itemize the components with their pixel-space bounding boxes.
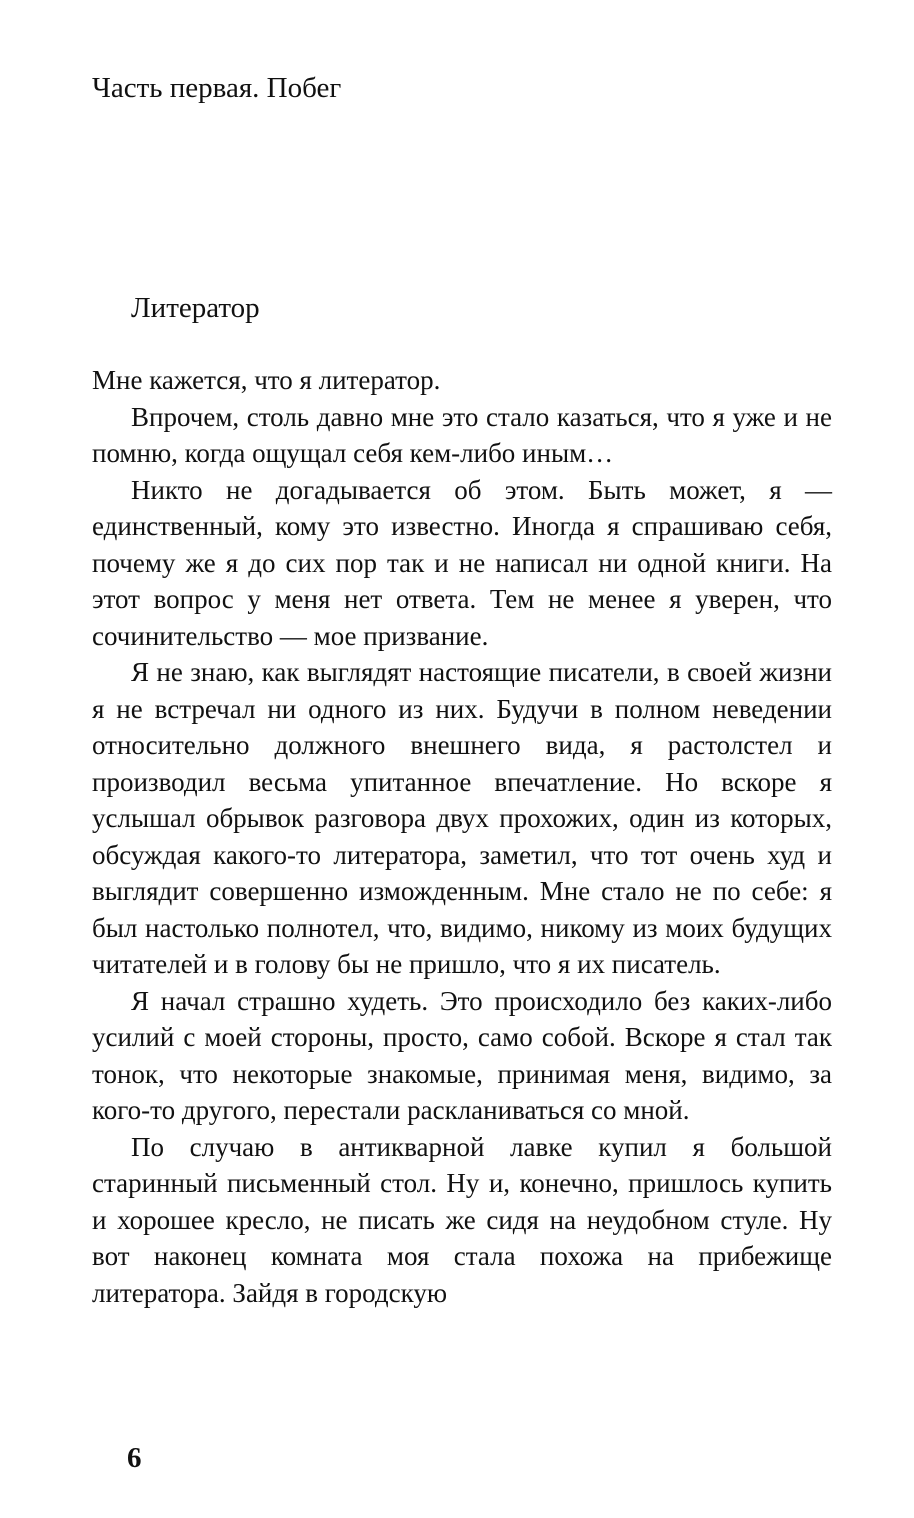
paragraph: Я начал страшно худеть. Это происходило без каких-либо усилий с моей стороны, просто, само собой. Вскоре я стал так тонок, что некоторые знакомые, принимая меня, видимо, за кого-то другого, перестали раскланиваться со мной. <box>92 985 832 1125</box>
paragraph: Я не знаю, как выглядят настоящие писатели, в своей жизни я не встречал ни одного из них. Будучи в полном неведении относительно должного внешнего вида, я растолстел и производил весьма упитанное впечатление. Но вскоре я услышал обрывок разговора двух прохожих, один из которых, обсуждая какого-то литератора, заметил, что тот очень худ и выглядит совершенно изможденным. Мне стало не по себе: я был настолько полнотел, что, видимо, никому из моих будущих читателей и в голову бы не пришло, что я их писатель. <box>92 657 832 979</box>
running-head: Часть первая. Побег <box>92 72 342 104</box>
page-number: 6 <box>127 1442 142 1474</box>
paragraph: По случаю в антикварной лавке купил я большой старинный письменный стол. Ну и, конечно, пришлось купить и хорошее кресло, не писать же сидя на неудобном стуле. Ну вот наконец комната моя стала похожа на прибежище литератора. Зайдя в городскую <box>92 1131 832 1308</box>
chapter-title: Литератор <box>131 292 260 324</box>
paragraph: Впрочем, столь давно мне это стало казаться, что я уже и не помню, когда ощущал себя кем-либо иным… <box>92 401 832 468</box>
body-text <box>92 362 832 1311</box>
paragraph: Мне кажется, что я литератор. <box>92 365 441 395</box>
paragraph: Никто не догадывается об этом. Быть может, я — единственный, кому это известно. Иногда я спрашиваю себя, почему же я до сих пор так и не написал ни одной книги. На этот вопрос у меня нет ответа. Тем не менее я уверен, что сочинительство — мое призвание. <box>92 474 832 651</box>
